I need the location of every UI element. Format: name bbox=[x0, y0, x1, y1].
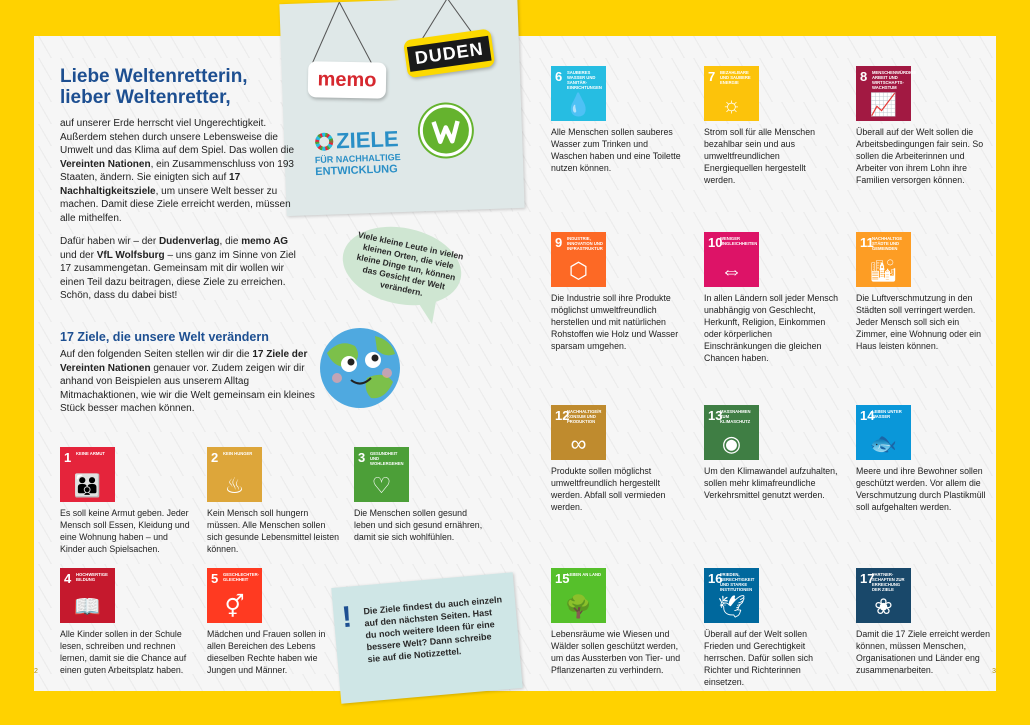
sdg-tile-6 bbox=[551, 66, 606, 121]
sdg-number: 1 bbox=[64, 450, 72, 465]
sdg-title: GESCHLECHTER-GLEICHHEIT bbox=[223, 572, 260, 582]
sdg-logo-title: ZIELE bbox=[335, 126, 399, 154]
sdg-description-1: Es soll keine Armut geben. Jeder Mensch soll Essen, Kleidung und eine Wohnung haben – und Kinder auch Spielsachen. bbox=[60, 508, 190, 554]
section-title: 17 Ziele, die unsere Welt verändern bbox=[60, 330, 269, 344]
sdg-number: 4 bbox=[64, 571, 72, 586]
sdg-number: 16 bbox=[708, 571, 723, 586]
exclamation-icon: ! bbox=[340, 600, 354, 635]
sdg-description-11: Die Luftverschmutzung in den Städten soll verringert werden. Jeder Mensch soll sich ein Zimmer, eine Wohnung oder ein Haus leisten können. bbox=[856, 293, 982, 351]
sdg-tile-15 bbox=[551, 568, 606, 623]
gender-icon: ⚥ bbox=[224, 594, 245, 619]
city-icon: 🏙 bbox=[869, 258, 898, 283]
tree-icon: 🌳 bbox=[564, 594, 593, 619]
sdg-number: 8 bbox=[860, 69, 868, 84]
eye-globe-icon: ◉ bbox=[721, 431, 742, 456]
page-number-left: 2 bbox=[34, 668, 38, 675]
sdg-title: FRIEDEN, GERECHTIGKEIT UND STARKE INSTITUTIONEN bbox=[720, 572, 755, 592]
section-text: Auf den folgenden Seiten stellen wir dir die 17 Ziele der Vereinten Nationen genauer vor. Zudem zeigen wir dir anhand von Beispielen aus unserem Alltag Mitmachaktionen, wie wir die Welt gemeinsam ein kleines Stück besser machen können. bbox=[60, 349, 315, 414]
sdg-logo-sub2: ENTWICKLUNG bbox=[315, 163, 398, 179]
title-line-2: lieber Weltenretter, bbox=[60, 87, 231, 108]
sdg-title: MENSCHENWÜRDIGE ARBEIT UND WIRTSCHAFTS-WACHSTUM bbox=[872, 70, 917, 90]
dove-icon: 🕊 bbox=[717, 594, 746, 619]
sdg-tile-13 bbox=[704, 405, 759, 460]
people-icon: 👪 bbox=[73, 473, 102, 498]
page-title bbox=[60, 66, 320, 108]
sdg-wheel-icon bbox=[314, 131, 335, 152]
sdg-description-5: Mädchen und Frauen sollen in allen Bereichen des Lebens dieselben Rechte haben wie Jungen und Männer. bbox=[207, 629, 326, 675]
sdg-tile-17 bbox=[856, 568, 911, 623]
sdg-number: 9 bbox=[555, 235, 563, 250]
sdg-logo-sub1: FÜR NACHHALTIGE bbox=[314, 152, 401, 166]
title-line-1: Liebe Weltenretterin, bbox=[60, 66, 248, 87]
sdg-description-8: Überall auf der Welt sollen die Arbeitsbedingungen fair sein. So sollen die Arbeiterinnen und Arbeiter von ihrem Lohn ihre Familien versorgen können. bbox=[856, 127, 984, 185]
sdg-title: MASSNAHMEN ZUM KLIMASCHUTZ bbox=[720, 409, 751, 424]
sdg-logo bbox=[314, 126, 414, 179]
sdg-tile-7 bbox=[704, 66, 759, 121]
sdg-description-4: Alle Kinder sollen in der Schule lesen, schreiben und rechnen lernen, damit sie die Chance auf einen guten Arbeitsplatz haben. bbox=[60, 629, 187, 675]
sdg-number: 15 bbox=[555, 571, 570, 586]
cubes-icon: ⬡ bbox=[568, 258, 589, 283]
sdg-title: GESUNDHEIT UND WOHLERGEHEN bbox=[370, 451, 404, 466]
sdg-description-3: Die Menschen sollen gesund leben und sich gesund ernähren, damit sie sich wohlfühlen. bbox=[354, 508, 483, 542]
sdg-tile-14 bbox=[856, 405, 911, 460]
sdg-description-6: Alle Menschen sollen sauberes Wasser zum Trinken und Waschen haben und eine Toilette nutzen können. bbox=[551, 127, 681, 173]
sdg-number: 3 bbox=[358, 450, 366, 465]
vfl-wolfsburg-logo bbox=[419, 104, 473, 158]
sdg-number: 12 bbox=[555, 408, 570, 423]
sdg-title: INDUSTRIE, INNOVATION UND INFRASTRUKTUR bbox=[567, 236, 603, 251]
heartbeat-icon: ♡ bbox=[371, 473, 392, 498]
sdg-number: 7 bbox=[708, 69, 716, 84]
book-icon: 📖 bbox=[73, 594, 102, 619]
sdg-title: KEIN HUNGER bbox=[223, 451, 253, 456]
sdg-number: 14 bbox=[860, 408, 875, 423]
sdg-tile-11 bbox=[856, 232, 911, 287]
intro-paragraph-1: auf unserer Erde herrscht viel Ungerechtigkeit. Außerdem stehen durch unsere Lebensweise die Umwelt und das Klima auf dem Spiel. Das wollen die Vereinten Nationen, ein Zusammenschluss von 193 Staaten, ändern. Sie einigten sich auf 17 Nachhaltigkeitsziele, um unsere Welt besser zu machen. Damit diese Ziele erreicht werden, müssen alle mithelfen. bbox=[60, 118, 294, 224]
note-card bbox=[331, 572, 522, 703]
sdg-number: 13 bbox=[708, 408, 723, 423]
sdg-title: KEINE ARMUT bbox=[76, 451, 105, 456]
infinity-icon: ∞ bbox=[570, 431, 587, 456]
speech-bubble-text: Viele kleine Leute in vielen kleinen Orten, die viele kleine Dinge tun, können das Gesicht der Welt verändern. bbox=[355, 229, 465, 298]
bowl-icon: ♨ bbox=[224, 473, 245, 498]
sdg-description-2: Kein Mensch soll hungern müssen. Alle Menschen sollen sich gesunde Lebensmittel leisten können. bbox=[207, 508, 340, 554]
sdg-title: NACHHALTIGE/R KONSUM UND PRODUKTION bbox=[567, 409, 602, 424]
sdg-title: WENIGER UNGLEICHHEITEN bbox=[720, 236, 758, 246]
sdg-tile-1 bbox=[60, 447, 115, 502]
sdg-tile-8 bbox=[856, 66, 917, 121]
sdg-title: LEBEN UNTER WASSER bbox=[872, 409, 902, 419]
sdg-description-13: Um den Klimawandel aufzuhalten, sollen mehr klimafreundliche Verkehrsmittel genutzt werden. bbox=[704, 466, 838, 500]
logo-card bbox=[279, 0, 524, 216]
sdg-title: LEBEN AN LAND bbox=[567, 572, 602, 577]
sdg-description-9: Die Industrie soll ihre Produkte möglichst umweltfreundlich herstellen und mit natürlichen Rohstoffen wie Holz und Wasser sparsam umgehen. bbox=[551, 293, 679, 351]
sun-icon: ☼ bbox=[721, 92, 742, 117]
sdg-description-7: Strom soll für alle Menschen bezahlbar sein und aus umweltfreundlichen Energiequellen hergestellt werden. bbox=[704, 127, 815, 185]
sdg-tile-9 bbox=[551, 232, 606, 287]
memo-logo-text: memo bbox=[317, 67, 377, 91]
sdg-description-14: Meere und ihre Bewohner sollen geschützt werden. Vor allem die Verschmutzung durch Plastikmüll soll aufgehalten werden. bbox=[856, 466, 986, 512]
sdg-tile-4 bbox=[60, 568, 115, 623]
sdg-tile-2 bbox=[207, 447, 262, 502]
sdg-number: 5 bbox=[211, 571, 219, 586]
intro-paragraph-2: Dafür haben wir – der Dudenverlag, die memo AG und der VfL Wolfsburg – uns ganz im Sinne von Ziel 17 zusammengetan. Gemeinsam mit dir wollen wir einen Teil dazu beitragen, diese Ziele zu erreichen. Schön, dass du dabei bist! bbox=[60, 236, 296, 301]
equality-icon: ⇔ bbox=[720, 258, 743, 283]
sdg-title: PARTNER-SCHAFTEN ZUR ERREICHUNG DER ZIELE bbox=[872, 572, 905, 592]
sdg-title: BEZAHLBARE UND SAUBERE ENERGIE bbox=[720, 70, 751, 85]
sdg-description-12: Produkte sollen möglichst umweltfreundlich hergestellt werden. Abfall soll vermieden werden. bbox=[551, 466, 666, 512]
fish-icon: 🐟 bbox=[869, 431, 898, 456]
duden-logo-text: DUDEN bbox=[407, 35, 491, 71]
sdg-number: 2 bbox=[211, 450, 219, 465]
sdg-description-17: Damit die 17 Ziele erreicht werden können, müssen Menschen, Organisationen und Länder eng zusammenarbeiten. bbox=[856, 629, 990, 675]
sdg-tile-5 bbox=[207, 568, 262, 623]
sdg-title: SAUBERES WASSER UND SANITÄR-EINRICHTUNGEN bbox=[567, 70, 602, 90]
sdg-number: 6 bbox=[555, 69, 563, 84]
sdg-description-10: In allen Ländern soll jeder Mensch unabhängig von Geschlecht, Herkunft, Religion, Einkommen oder körperlichen Einschränkungen die gleichen Chancen haben. bbox=[704, 293, 838, 363]
page-number-right: 3 bbox=[992, 668, 996, 675]
flower-icon: ❀ bbox=[874, 594, 893, 619]
water-icon: 💧 bbox=[564, 92, 593, 117]
sdg-tile-12 bbox=[551, 405, 606, 460]
note-text: Die Ziele findest du auch einzeln auf den nächsten Seiten. Hast du noch weitere Ideen für eine bessere Welt? Dann schreibe sie auf die Notizzettel. bbox=[363, 594, 503, 665]
sdg-number: 11 bbox=[860, 235, 874, 250]
intro-text bbox=[60, 117, 302, 303]
sdg-description-16: Überall auf der Welt sollen Frieden und Gerechtigkeit herrschen. Dafür sollen sich Richter und Richterinnen einsetzen. bbox=[704, 629, 814, 687]
sdg-tile-3 bbox=[354, 447, 409, 502]
sdg-number: 10 bbox=[708, 235, 723, 250]
sdg-title: HOCHWERTIGE BILDUNG bbox=[76, 572, 108, 582]
growth-icon: 📈 bbox=[869, 92, 898, 117]
sdg-number: 17 bbox=[860, 571, 875, 586]
sdg-description-15: Lebensräume wie Wiesen und Wälder sollen geschützt werden, um das Aussterben von Tier- und Pflanzenarten zu verhindern. bbox=[551, 629, 681, 675]
sdg-tile-16 bbox=[704, 568, 759, 623]
sdg-tile-10 bbox=[704, 232, 759, 287]
sdg-title: NACHHALTIGE STÄDTE UND GEMEINDEN bbox=[872, 236, 903, 251]
